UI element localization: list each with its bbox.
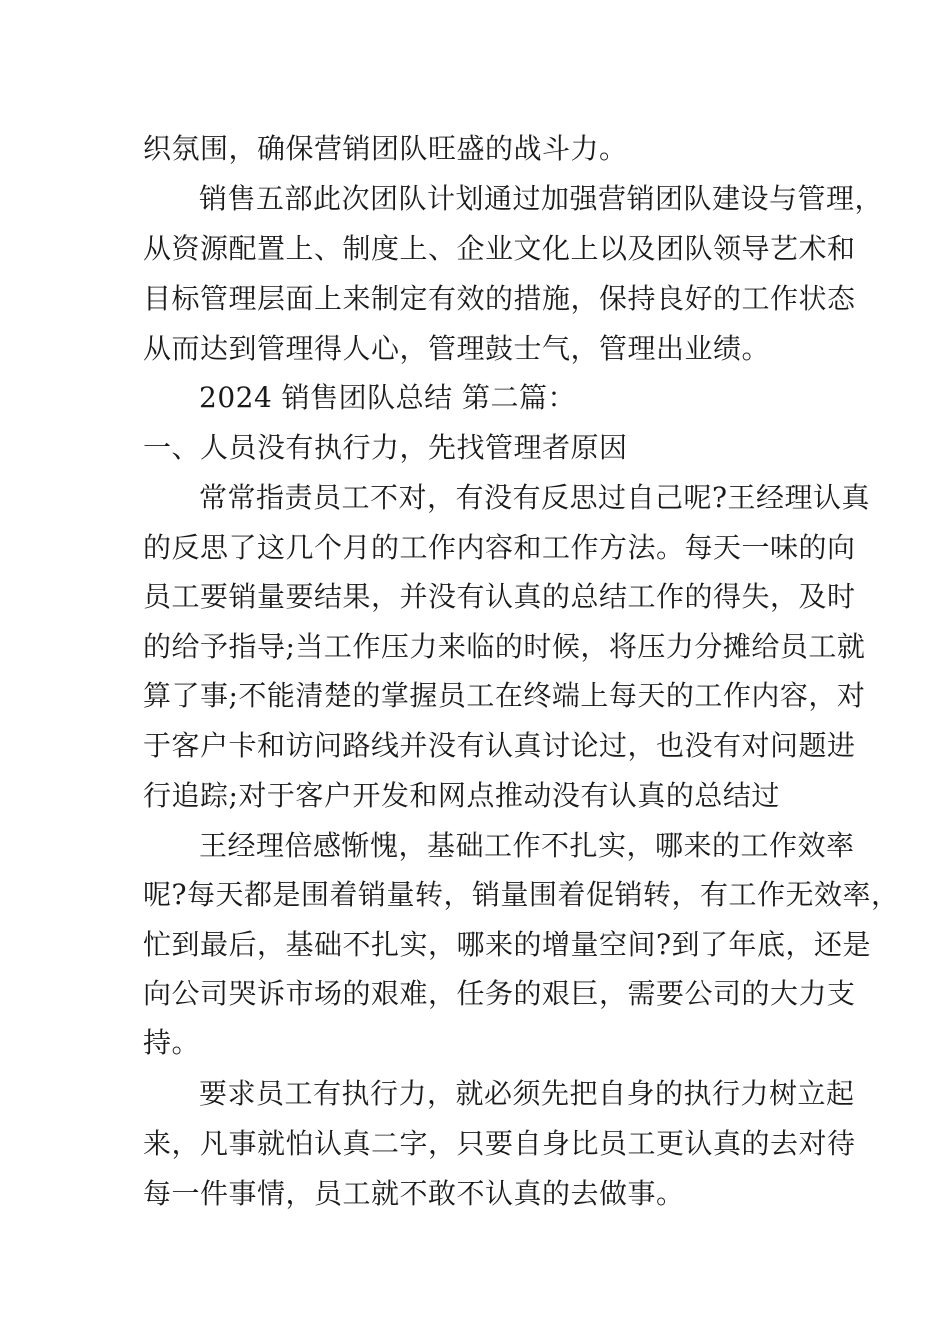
text-line: 行追踪;对于客户开发和网点推动没有认真的总结过 [143, 779, 780, 812]
text-line: 织氛围，确保营销团队旺盛的战斗力。 [143, 132, 628, 165]
text-line: 来，凡事就怕认真二字，只要自身比员工更认真的去对待 [143, 1127, 856, 1160]
text-line: 的反思了这几个月的工作内容和工作方法。每天一味的向 [143, 531, 856, 564]
text-line: 于客户卡和访问路线并没有认真讨论过，也没有对问题进 [143, 729, 856, 762]
text-line: 忙到最后，基础不扎实，哪来的增量空间?到了年底，还是 [143, 928, 872, 961]
text-line: 的给予指导;当工作压力来临的时候，将压力分摊给员工就 [143, 630, 866, 663]
paragraph-start-line: 销售五部此次团队计划通过加强营销团队建设与管理， [199, 182, 884, 215]
text-line: 算了事;不能清楚的掌握员工在终端上每天的工作内容，对 [143, 679, 866, 712]
paragraph-start-line: 要求员工有执行力，就必须先把自身的执行力树立起 [199, 1077, 855, 1110]
paragraph-start-line: 常常指责员工不对，有没有反思过自己呢?王经理认真 [199, 481, 871, 514]
text-line: 目标管理层面上来制定有效的措施，保持良好的工作状态 [143, 282, 856, 315]
text-line: 持。 [143, 1026, 201, 1059]
text-line: 员工要销量要结果，并没有认真的总结工作的得失，及时 [143, 580, 856, 613]
section-heading: 2024 销售团队总结 第二篇： [199, 381, 577, 414]
text-line: 向公司哭诉市场的艰难，任务的艰巨，需要公司的大力支 [143, 977, 856, 1010]
text-line: 从资源配置上、制度上、企业文化上以及团队领导艺术和 [143, 232, 856, 265]
text-line: 从而达到管理得人心，管理鼓士气，管理出业绩。 [143, 332, 771, 365]
subsection-heading: 一、人员没有执行力，先找管理者原因 [143, 431, 628, 464]
paragraph-start-line: 王经理倍感惭愧，基础工作不扎实，哪来的工作效率 [199, 829, 855, 862]
text-line: 呢?每天都是围着销量转，销量围着促销转，有工作无效率， [143, 878, 900, 911]
text-line: 每一件事情，员工就不敢不认真的去做事。 [143, 1177, 685, 1210]
